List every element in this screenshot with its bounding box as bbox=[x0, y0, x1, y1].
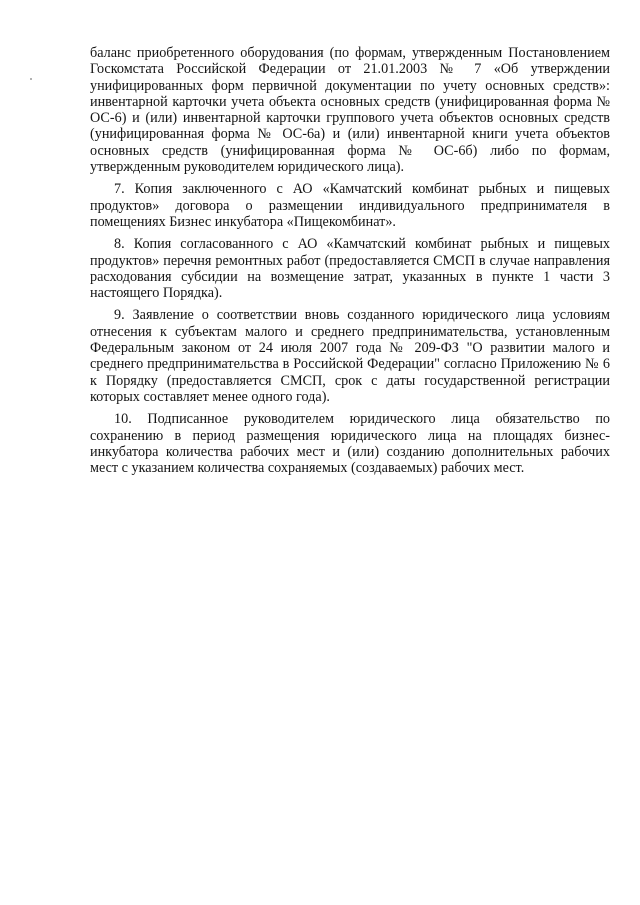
paragraph-item-9: 9. Заявление о соответствии вновь созданного юридического лица условиям отнесения к субъектам малого и среднего предпринимательства, установленным Федеральным законом от 24 июля 2007 года № 209-ФЗ "О развитии малого и среднего предпринимательства в Российской Федерации" согласно Приложению № 6 к Порядку (предоставляется СМСП, срок с даты государственной регистрации которых составляет менее одного года). bbox=[90, 307, 610, 405]
paragraph-item-8: 8. Копия согласованного с АО «Камчатский комбинат рыбных и пищевых продуктов» перечня ремонтных работ (предоставляется СМСП в случае направления расходования субсидии на возмещение затрат, указанных в пункте 1 части 3 настоящего Порядка). bbox=[90, 236, 610, 302]
paragraph-continuation: баланс приобретенного оборудования (по формам, утвержденным Постановлением Госкомстата Российской Федерации от 21.01.2003 № 7 «Об утверждении унифицированных форм первичной документации по учету основных средств»: инвентарной карточки учета объекта основных средств (унифицированная форма № ОС-6) и (или) инвентарной карточки группового учета объектов основных средств (унифицированная форма № ОС-6а) и (или) инвентарной книги учета объектов основных средств (унифицированная форма № ОС-6б) либо по формам, утвержденным руководителем юридического лица). bbox=[90, 45, 610, 176]
paragraph-item-10: 10. Подписанное руководителем юридического лица обязательство по сохранению в период размещения юридического лица на площадях бизнес-инкубатора количества рабочих мест и (или) созданию дополнительных рабочих мест с указанием количества сохраняемых (создаваемых) рабочих мест. bbox=[90, 411, 610, 477]
scan-speck bbox=[30, 78, 32, 80]
document-page bbox=[90, 45, 610, 482]
paragraph-item-7: 7. Копия заключенного с АО «Камчатский комбинат рыбных и пищевых продуктов» договора о размещении индивидуального предпринимателя в помещениях Бизнес инкубатора «Пищекомбинат». bbox=[90, 181, 610, 230]
